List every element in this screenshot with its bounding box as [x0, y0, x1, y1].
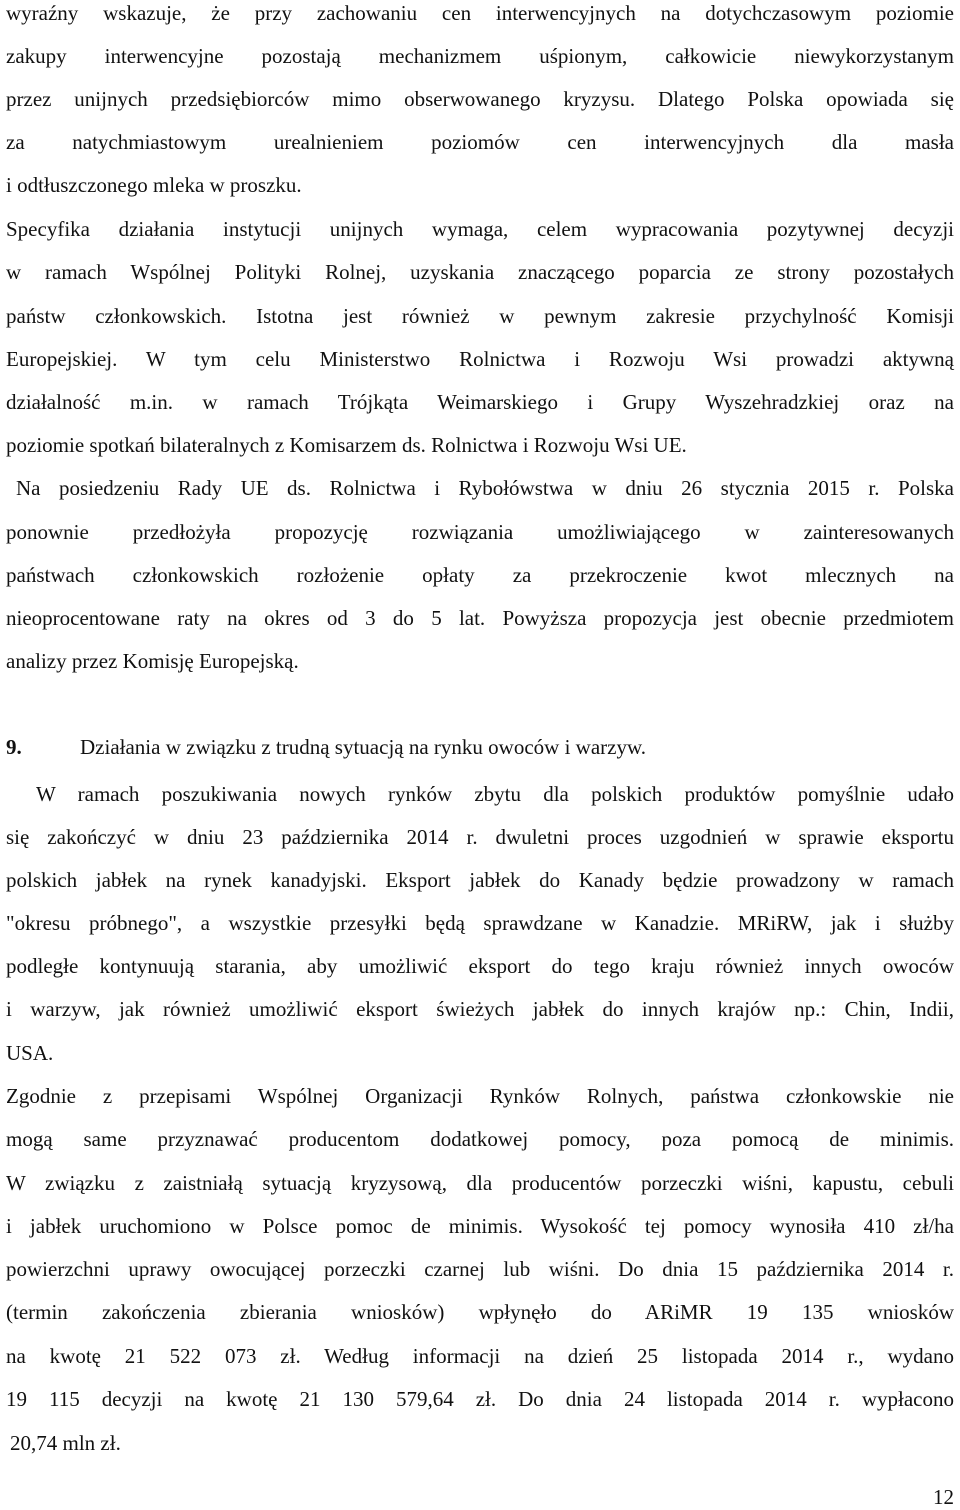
text-line: państw członkowskich. Istotna jest również w pewnym zakresie przychylność Komisji: [6, 304, 954, 328]
text-line: powierzchni uprawy owocującej porzeczki czarnej lub wiśni. Do dnia 15 października 2014 r.: [6, 1257, 954, 1281]
section-heading: [6, 734, 647, 760]
text-line: Europejskiej. W tym celu Ministerstwo Rolnictwa i Rozwoju Wsi prowadzi aktywną: [6, 347, 954, 371]
text-line: przez unijnych przedsiębiorców mimo obserwowanego kryzysu. Dlatego Polska opowiada się: [6, 87, 954, 111]
section-number: 9.: [6, 735, 22, 759]
text-line: Zgodnie z przepisami Wspólnej Organizacji Rynków Rolnych, państwa członkowskie nie: [6, 1084, 954, 1108]
text-line: zakupy interwencyjne pozostają mechanizmem uśpionym, całkowicie niewykorzystanym: [6, 44, 954, 68]
text-line: USA.: [6, 1041, 54, 1065]
text-line: i warzyw, jak również umożliwić eksport świeżych jabłek do innych krajów np.: Chin, Indii,: [6, 997, 954, 1021]
text-line: się zakończyć w dniu 23 października 2014 r. dwuletni proces uzgodnień w sprawie eksportu: [6, 825, 954, 849]
text-line: Specyfika działania instytucji unijnych wymaga, celem wypracowania pozytywnej decyzji: [6, 217, 954, 241]
text-line: i odtłuszczonego mleka w proszku.: [6, 173, 302, 197]
text-line: polskich jabłek na rynek kanadyjski. Eksport jabłek do Kanady będzie prowadzony w ramach: [6, 868, 954, 892]
text-line: w ramach Wspólnej Polityki Rolnej, uzyskania znaczącego poparcia ze strony pozostałych: [6, 260, 954, 284]
text-line: mogą same przyznawać producentom dodatkowej pomocy, poza pomocą de minimis.: [6, 1127, 954, 1151]
text-line: 20,74 mln zł.: [10, 1431, 121, 1455]
text-line: na kwotę 21 522 073 zł. Według informacji na dzień 25 listopada 2014 r., wydano: [6, 1344, 954, 1368]
text-line: analizy przez Komisję Europejską.: [6, 649, 299, 673]
page-number: 12: [933, 1485, 954, 1509]
section-title: Działania w związku z trudną sytuacją na rynku owoców i warzyw.: [80, 735, 647, 759]
text-line: państwach członkowskich rozłożenie opłaty za przekroczenie kwot mlecznych na: [6, 563, 954, 587]
text-line: i jabłek uruchomiono w Polsce pomoc de minimis. Wysokość tej pomocy wynosiła 410 zł/ha: [6, 1214, 954, 1238]
text-line: (termin zakończenia zbierania wniosków) wpłynęło do ARiMR 19 135 wniosków: [6, 1300, 954, 1324]
text-line: wyraźny wskazuje, że przy zachowaniu cen interwencyjnych na dotychczasowym poziomie: [6, 1, 954, 25]
text-line: W związku z zaistniałą sytuacją kryzysową, dla producentów porzeczki wiśni, kapustu, cebuli: [6, 1171, 954, 1195]
text-line: ponownie przedłożyła propozycję rozwiązania umożliwiającego w zainteresowanych: [6, 520, 954, 544]
text-line: za natychmiastowym urealnieniem poziomów cen interwencyjnych dla masła: [6, 130, 954, 154]
text-line: Na posiedzeniu Rady UE ds. Rolnictwa i Rybołówstwa w dniu 26 stycznia 2015 r. Polska: [16, 476, 954, 500]
text-line: nieoprocentowane raty na okres od 3 do 5 lat. Powyższa propozycja jest obecnie przedmiotem: [6, 606, 954, 630]
text-line: W ramach poszukiwania nowych rynków zbytu dla polskich produktów pomyślnie udało: [36, 782, 954, 806]
text-line: 19 115 decyzji na kwotę 21 130 579,64 zł. Do dnia 24 listopada 2014 r. wypłacono: [6, 1387, 954, 1411]
text-line: poziomie spotkań bilateralnych z Komisarzem ds. Rolnictwa i Rozwoju Wsi UE.: [6, 433, 687, 457]
text-line: działalność m.in. w ramach Trójkąta Weimarskiego i Grupy Wyszehradzkiej oraz na: [6, 390, 954, 414]
text-line: "okresu próbnego", a wszystkie przesyłki będą sprawdzane w Kanadzie. MRiRW, jak i służby: [6, 911, 954, 935]
text-line: podległe kontynuują starania, aby umożliwić eksport do tego kraju również innych owoców: [6, 954, 954, 978]
